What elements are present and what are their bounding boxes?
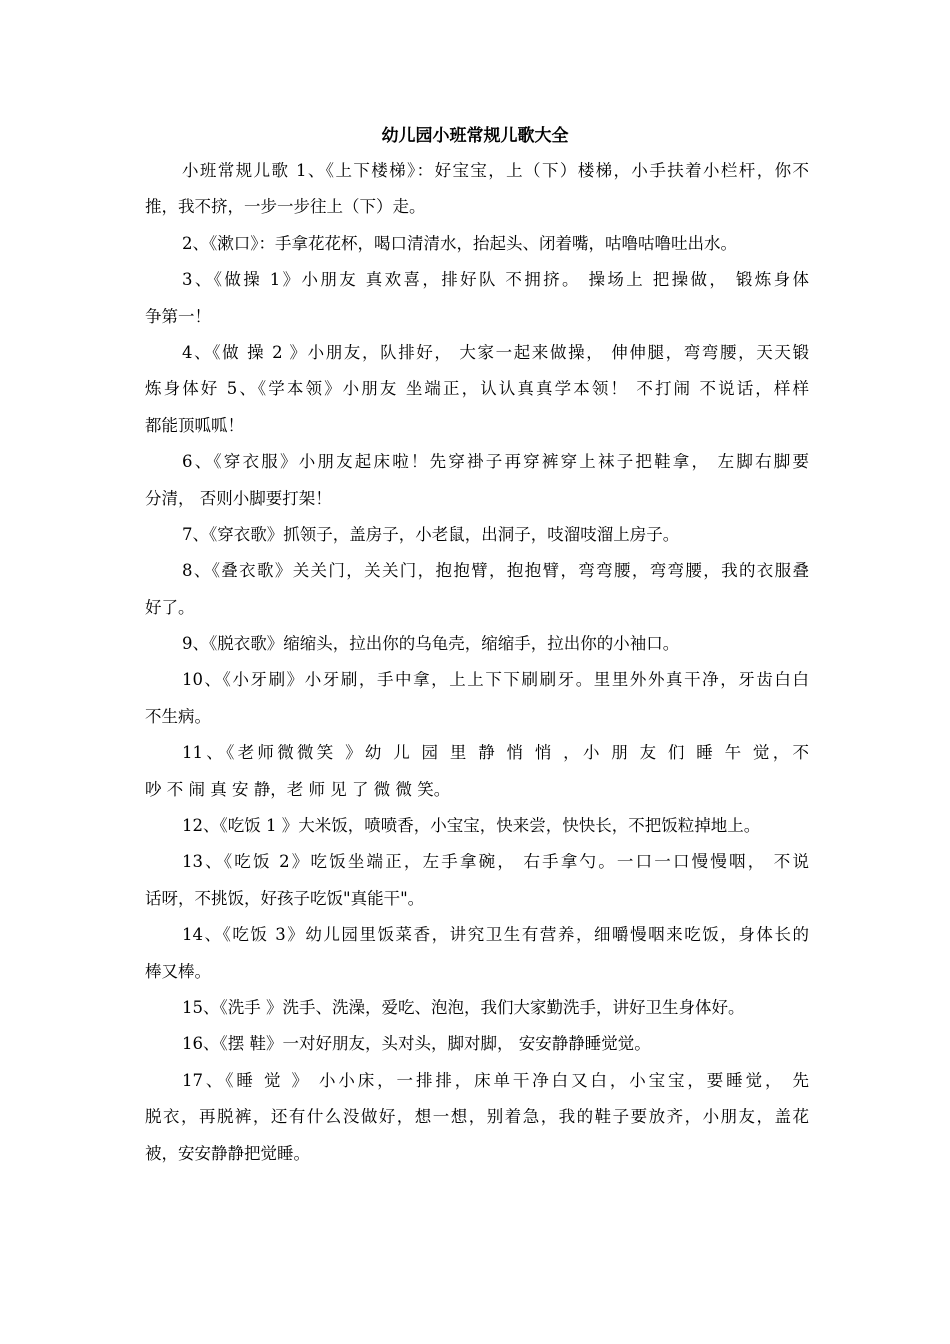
text-line: 9、《脱衣歌》缩缩头，拉出你的乌龟壳，缩缩手，拉出你的小袖口。	[182, 634, 680, 654]
text-line: 7、《穿衣歌》抓领子，盖房子，小老鼠，出洞子，吱溜吱溜上房子。	[182, 524, 680, 544]
text-line: 脱衣，再脱裤，还有什么没做好，想一想，别着急，我的鞋子要放齐，小朋友，盖花	[145, 1107, 809, 1127]
text-line: 14、《吃饭 3》幼儿园里饭菜香，讲究卫生有营养，细嚼慢咽来吃饭，身体长的	[182, 925, 809, 945]
text-line: 不生病。	[145, 706, 211, 726]
text-line: 4、《做 操 2 》小朋友，队排好， 大家一起来做操， 伸伸腿，弯弯腰，天天锻	[182, 342, 809, 362]
text-line: 分清， 否则小脚要打架！	[145, 488, 332, 508]
text-line: 小班常规儿歌 1、《上下楼梯》：好宝宝，上（下）楼梯，小手扶着小栏杆，你不	[182, 161, 809, 180]
text-line: 炼身体好 5、《学本领》小朋友 坐端正，认认真真学本领！ 不打闹 不说话，样样	[145, 379, 809, 399]
text-line: 棒又棒。	[145, 961, 211, 981]
text-line: 吵 不 闹 真 安 静，老 师 见 了 微 微 笑。	[145, 779, 451, 799]
text-line: 10、《小牙刷》小牙刷，手中拿，上上下下刷刷牙。里里外外真干净，牙齿白白	[182, 670, 809, 690]
text-line: 11、《老师微微笑 》幼 儿 园 里 静 悄 悄 ，小 朋 友 们 睡 午 觉，不	[182, 743, 809, 763]
text-line: 15、《洗手 》洗手、洗澡，爱吃、泡泡，我们大家勤洗手，讲好卫生身体好。	[182, 997, 745, 1017]
text-line: 13、《吃饭 2》吃饭坐端正，左手拿碗， 右手拿勺。一口一口慢慢咽， 不说	[182, 852, 809, 872]
text-line: 好了。	[145, 597, 195, 617]
text-line: 话呀，不挑饭，好孩子吃饭"真能干"。	[145, 888, 425, 908]
text-line: 都能顶呱呱！	[145, 415, 244, 435]
document-title: 幼儿园小班常规儿歌大全	[381, 126, 569, 146]
text-line: 16、《摆 鞋》一对好朋友，头对头，脚对脚， 安安静静睡觉觉。	[182, 1034, 651, 1054]
text-line: 12、《吃饭 1 》大米饭，喷喷香，小宝宝，快来尝，快快长，不把饭粒掉地上。	[182, 816, 761, 836]
text-line: 争第一！	[145, 306, 211, 326]
text-line: 2、《漱口》：手拿花花杯，喝口清清水，抬起头、闭着嘴，咕噜咕噜吐出水。	[182, 233, 737, 253]
text-line: 8、《叠衣歌》关关门，关关门，抱抱臂，抱抱臂，弯弯腰，弯弯腰，我的衣服叠	[182, 561, 809, 581]
text-line: 6、《穿衣服》小朋友起床啦！先穿褂子再穿裤穿上袜子把鞋拿， 左脚右脚要	[182, 452, 809, 472]
text-line: 3、《做操 1》小朋友 真欢喜，排好队 不拥挤。 操场上 把操做， 锻炼身体	[182, 270, 809, 290]
text-line: 17、《睡 觉 》 小小床，一排排，床单干净白又白，小宝宝，要睡觉， 先	[182, 1070, 809, 1090]
document-body	[145, 153, 809, 1172]
text-line: 推，我不挤，一步一步往上（下）走。	[145, 197, 426, 217]
text-line: 被，安安静静把觉睡。	[145, 1143, 310, 1163]
